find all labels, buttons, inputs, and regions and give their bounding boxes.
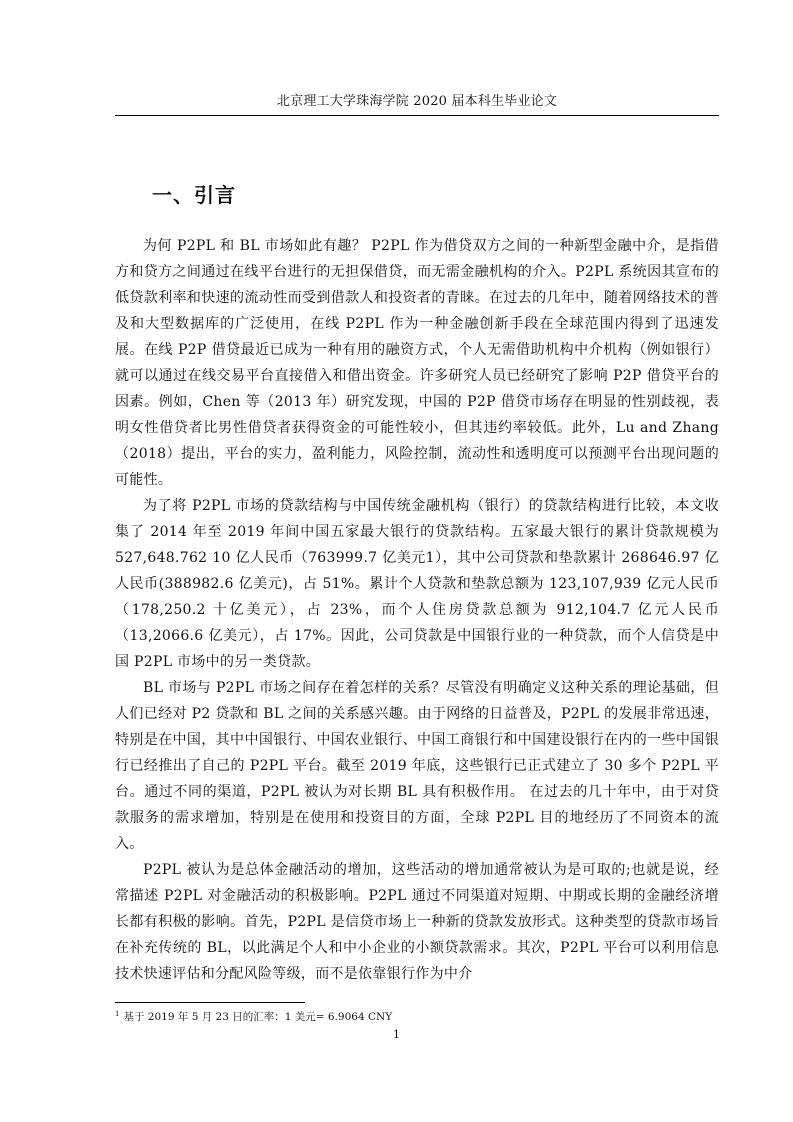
- footnote-text: 基于 2019 年 5 月 23 日的汇率：1 美元= 6.9064 CNY: [123, 1011, 393, 1023]
- body-text: [115, 233, 719, 987]
- paragraph-3: BL 市场与 P2PL 市场之间存在着怎样的关系？尽管没有明确定义这种关系的理论基础，但人们已经对 P2 贷款和 BL 之间的关系感兴趣。由于网络的日益普及，P2PL 的发展非常迅速，特别是在中国，其中中国银行、中国农业银行、中国工商银行和中国建设银行在内的一些中国银行已经推出了自己的 P2PL 平台。截至 2019 年底，这些银行已正式建立了 30 多个 P2PL 平台。通过不同的渠道，P2PL 被认为对长期 BL 具有积极作用。 在过去的几十年中，由于对贷款服务的需求增加，特别是在使用和投资目的方面，全球 P2PL 目的地经历了不同资本的流入。: [115, 680, 719, 852]
- footnote-rule: [115, 1002, 305, 1003]
- page-number: 1: [393, 1028, 400, 1041]
- paragraph-2: 为了将 P2PL 市场的贷款结构与中国传统金融机构（银行）的贷款结构进行比较，本文收集了 2014 年至 2019 年间中国五家最大银行的贷款结构。五家最大银行的累计贷款规模为 527,648.762 10 亿人民币（763999.7 亿美元1），其中公司贷款和垫款累计 268646.97 亿人民币(388982.6 亿美元)，占 51%。累计个人贷款和垫款总额为 123,107,939 亿元人民币（178,250.2 十亿美元），占 23%，而个人住房贷款总额为 912,104.7 亿元人民币（13,2066.6 亿美元），占 17%。因此，公司贷款是中国银行业的一种贷款，而个人信贷是中国 P2PL 市场中的另一类贷款。: [115, 498, 719, 670]
- footnote: [115, 1010, 715, 1025]
- paragraph-4: P2PL 被认为是总体金融活动的增加，这些活动的增加通常被认为是可取的;也就是说，经常描述 P2PL 对金融活动的积极影响。P2PL 通过不同渠道对短期、中期或长期的金融经济增长都有积极的影响。首先，P2PL 是信贷市场上一种新的贷款发放形式。这种类型的贷款市场旨在补充传统的 BL，以此满足个人和中小企业的小额贷款需求。其次，P2PL 平台可以利用信息技术快速评估和分配风险等级，而不是依靠银行作为中介: [115, 862, 719, 982]
- paragraph-1: 为何 P2PL 和 BL 市场如此有趣？ P2PL 作为借贷双方之间的一种新型金融中介，是指借方和贷方之间通过在线平台进行的无担保借贷，而无需金融机构的介入。P2PL 系统因其宣布的低贷款利率和快速的流动性而受到借款人和投资者的青睐。在过去的几年中，随着网络技术的普及和大型数据库的广泛使用，在线 P2PL 作为一种金融创新手段在全球范围内得到了迅速发展。在线 P2P 借贷最近已成为一种有用的融资方式，个人无需借助机构中介机构（例如银行）就可以通过在线交易平台直接借入和借出资金。许多研究人员已经研究了影响 P2P 借贷平台的因素。例如，Chen 等（2013 年）研究发现，中国的 P2P 借贷市场存在明显的性别歧视，表明女性借贷者比男性借贷者获得资金的可能性较小，但其违约率较低。此外，Lu and Zhang（2018）提出，平台的实力，盈利能力，风险控制，流动性和透明度可以预测平台出现问题的可能性。: [115, 238, 719, 488]
- header-rule: [115, 115, 719, 116]
- section-title: 一、引言: [152, 183, 236, 207]
- footnote-marker: 1: [115, 1009, 120, 1018]
- running-header: 北京理工大学珠海学院 2020 届本科生毕业论文: [276, 94, 558, 109]
